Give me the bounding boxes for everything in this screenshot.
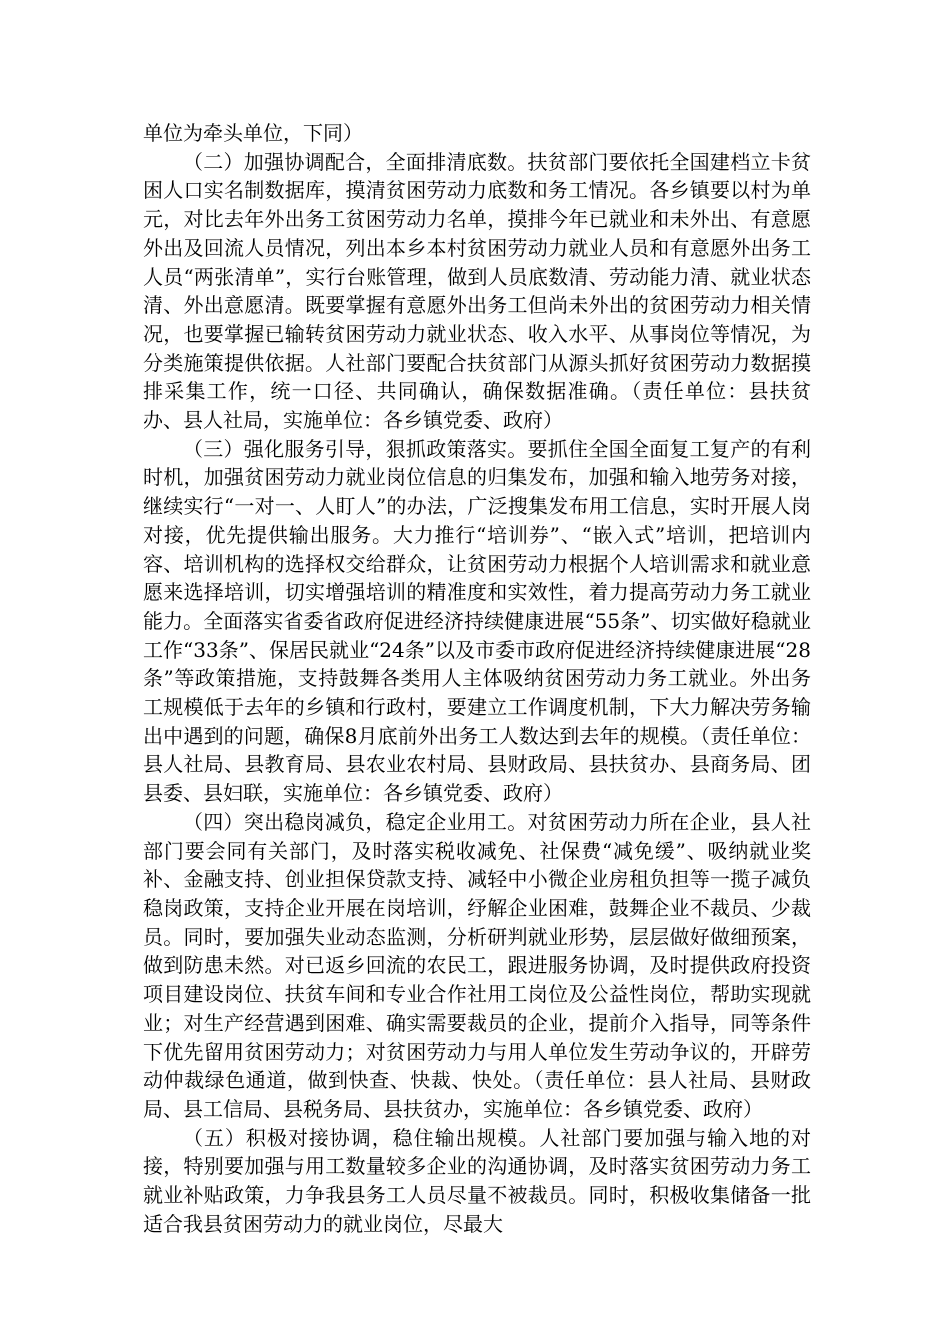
paragraph-section-5: （五）积极对接协调，稳住输出规模。人社部门要加强与输入地的对接，特别要加强与用工数量较多企业的沟通协调，及时落实贫困劳动力务工就业补贴政策，力争我县务工人员尽量不被裁员。同时，积极收集储备一批适合我县贫困劳动力的就业岗位，尽最大 [143, 1125, 811, 1236]
document-body [143, 119, 811, 1238]
paragraph-section-4: （四）突出稳岗减负，稳定企业用工。对贫困劳动力所在企业，县人社部门要会同有关部门，及时落实税收减免、社保费“减免缓”、吸纳就业奖补、金融支持、创业担保贷款支持、减轻中小微企业房租负担等一揽子减负稳岗政策，支持企业开展在岗培训，纾解企业困难，鼓舞企业不裁员、少裁员。同时，要加强失业动态监测，分析研判就业形势，层层做好做细预案，做到防患未然。对已返乡回流的农民工，跟进服务协调，及时提供政府投资项目建设岗位、扶贫车间和专业合作社用工岗位及公益性岗位，帮助实现就业；对生产经营遇到困难、确实需要裁员的企业，提前介入指导，同等条件下优先留用贫困劳动力；对贫困劳动力与用人单位发生劳动争议的，开辟劳动仲裁绿色通道，做到快查、快裁、快处。（责任单位：县人社局、县财政局、县工信局、县税务局、县扶贫办，实施单位：各乡镇党委、政府） [143, 809, 811, 1121]
paragraph-section-2: （二）加强协调配合，全面排清底数。扶贫部门要依托全国建档立卡贫困人口实名制数据库，摸清贫困劳动力底数和务工情况。各乡镇要以村为单元，对比去年外出务工贫困劳动力名单，摸排今年已就业和未外出、有意愿外出及回流人员情况，列出本乡本村贫困劳动力就业人员和有意愿外出务工人员“两张清单”，实行台账管理，做到人员底数清、劳动能力清、就业状态清、外出意愿清。既要掌握有意愿外出务工但尚未外出的贫困劳动力相关情况，也要掌握已输转贫困劳动力就业状态、收入水平、从事岗位等情况，为分类施策提供依据。人社部门要配合扶贫部门从源头抓好贫困劳动力数据摸排采集工作，统一口径、共同确认，确保数据准确。（责任单位：县扶贫办、县人社局，实施单位：各乡镇党委、政府） [143, 149, 811, 433]
paragraph-section-3: （三）强化服务引导，狠抓政策落实。要抓住全国全面复工复产的有利时机，加强贫困劳动力就业岗位信息的归集发布，加强和输入地劳务对接，继续实行“一对一、人盯人”的办法，广泛搜集发布用工信息，实时开展人岗对接，优先提供输出服务。大力推行“培训券”、“嵌入式”培训，把培训内容、培训机构的选择权交给群众，让贫困劳动力根据个人培训需求和就业意愿来选择培训，切实增强培训的精准度和实效性，着力提高劳动力务工就业能力。全面落实省委省政府促进经济持续健康进展“55条”、切实做好稳就业工作“33条”、保居民就业“24条”以及市委市政府促进经济持续健康进展“28条”等政策措施，支持鼓舞各类用人主体吸纳贫困劳动力务工就业。外出务工规模低于去年的乡镇和行政村，要建立工作调度机制，下大力解决劳务输出中遇到的问题，确保8月底前外出务工人数达到去年的规模。（责任单位：县人社局、县教育局、县农业农村局、县财政局、县扶贫办、县商务局、团县委、县妇联，实施单位：各乡镇党委、政府） [143, 436, 811, 806]
paragraph-continuation: 单位为牵头单位，下同） [143, 121, 363, 145]
